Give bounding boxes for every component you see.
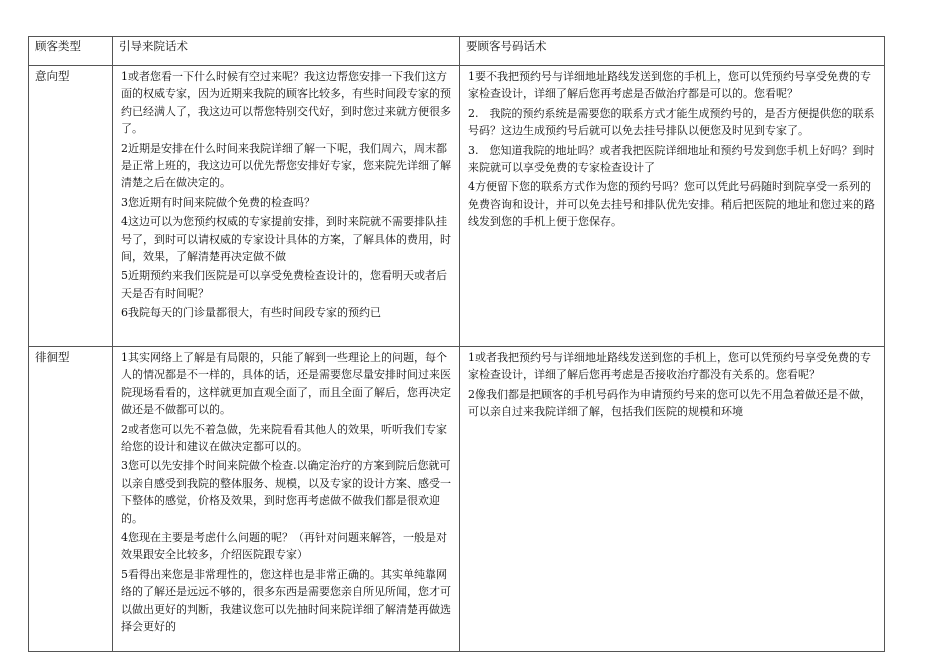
script-table (28, 36, 885, 652)
script-paragraph: 3您可以先安排个时间来院做个检查.以确定治疗的方案到院后您就可以亲自感受到我院的整体服务、规模，以及专家的设计方案、感受一下整体的感觉，价格及效果，到时您再考虑做不做我们都是很欢迎的。 (121, 459, 451, 525)
script-paragraph: 3. 您知道我院的地址吗？或者我把医院详细地址和预约号发到您手机上好吗？到时来院就可以享受免费的专家检查设计了 (468, 143, 875, 175)
script-paragraph: 2像我们都是把顾客的手机号码作为申请预约号来的您可以先不用急着做还是不做，可以亲自过来我院详细了解，包括我们医院的规模和环境 (468, 387, 871, 419)
script-paragraph: 2. 我院的预约系统是需要您的联系方式才能生成预约号的，是否方便提供您的联系号码？这边生成预约号后就可以免去挂号排队以便您及时见到专家了。 (468, 106, 875, 138)
phone-script-cell (460, 66, 885, 347)
table-row (29, 66, 885, 347)
script-paragraph: 2或者您可以先不着急做，先来院看看其他人的效果，听听我们专家给您的设计和建议在做决定都可以的。 (121, 422, 447, 454)
header-phone-script: 要顾客号码话术 (460, 37, 885, 66)
table-row (29, 347, 885, 652)
script-paragraph: 1要不我把预约号与详细地址路线发送到您的手机上，您可以凭预约号享受免费的专家检查设计，详细了解后您再考虑是否做治疗都是可以的。您看呢？ (468, 70, 871, 101)
script-paragraph: 4方便留下您的联系方式作为您的预约号吗？您可以凭此号码随时到院享受一系列的免费咨询和设计，并可以免去挂号和排队优先安排。稍后把医院的地址和您过来的路线发到您的手机上便于您保存。 (468, 180, 875, 229)
script-paragraph: 4这边可以为您预约权威的专家提前安排，到时来院就不需要排队挂号了，到时可以请权威的专家设计具体的方案，了解具体的费用，时间，效果，了解清楚再决定做不做 (121, 215, 451, 264)
header-guide-script: 引导来院话术 (113, 37, 460, 66)
customer-type-cell: 意向型 (29, 66, 113, 347)
header-customer-type: 顾客类型 (29, 37, 113, 66)
script-paragraph: 3您近期有时间来院做个免费的检查吗？ (121, 195, 315, 209)
phone-script-cell (460, 347, 885, 652)
header-row (29, 37, 885, 66)
guide-script-cell (113, 66, 460, 347)
script-paragraph: 5近期预约来我们医院是可以享受免费检查设计的，您看明天或者后天是否有时间呢？ (121, 269, 447, 300)
guide-script-cell (113, 347, 460, 652)
script-paragraph: 1或者您看一下什么时候有空过来呢？我这边帮您安排一下我们这方面的权威专家，因为近期来我院的顾客比较多，有些时间段专家的预约已经满人了，我这边可以帮您特别交代好，到时您过来就方便很多了。 (121, 70, 451, 136)
customer-type-cell: 徘徊型 (29, 347, 113, 652)
script-paragraph: 5看得出来您是非常理性的，您这样也是非常正确的。其实单纯靠网络的了解还是远远不够的，很多东西是需要您亲自所见所闻，您才可以做出更好的判断，我建议您可以先抽时间来院详细了解清楚再做选择会更好的 (121, 567, 451, 634)
script-paragraph: 4您现在主要是考虑什么问题的呢？（再针对问题来解答，一般是对效果跟安全比较多，介绍医院跟专家） (121, 531, 447, 562)
script-paragraph: 1或者我把预约号与详细地址路线发送到您的手机上，您可以凭预约号享受免费的专家检查设计，详细了解后您再考虑是否接收治疗都没有关系的。您看呢？ (468, 351, 871, 382)
script-paragraph: 6我院每天的门诊量都很大，有些时间段专家的预约已 (121, 306, 381, 320)
script-paragraph: 2近期是安排在什么时间来我院详细了解一下呢，我们周六，周末都是正常上班的，我这边可以优先帮您安排好专家，您来院先详细了解清楚之后在做决定的。 (121, 141, 451, 190)
script-paragraph: 1其实网络上了解是有局限的，只能了解到一些理论上的问题，每个人的情况都是不一样的，具体的话，还是需要您尽量安排时间过来医院现场看看的，这样就更加直观全面了，而且全面了解后，您再决定做还是不做都可以的。 (121, 351, 451, 417)
